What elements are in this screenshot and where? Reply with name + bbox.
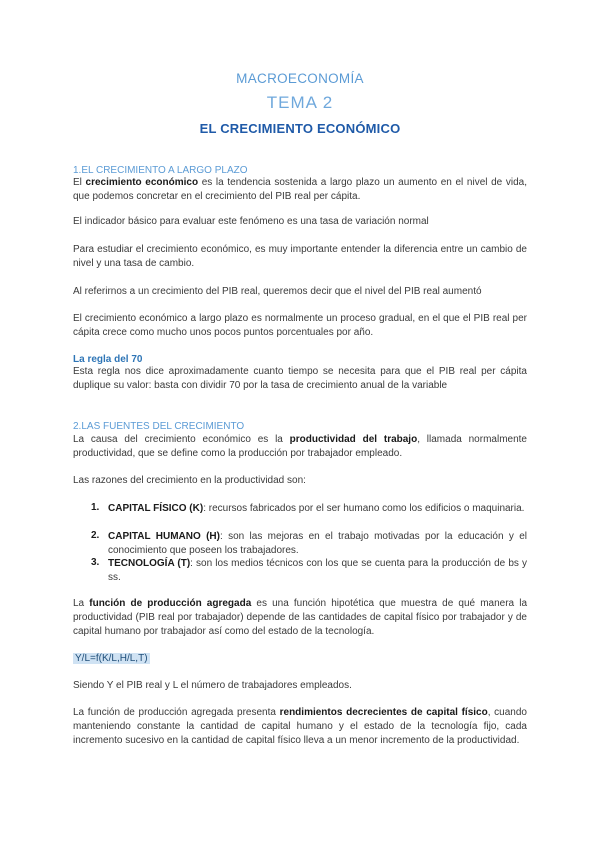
text-span: es la tendencia sostenida a largo plazo un aumento en el nivel de vida, que podemos concretar en el crecimiento del PIB real per cápita. bbox=[73, 177, 527, 202]
bold-term: crecimiento económico bbox=[85, 177, 199, 188]
list-term: CAPITAL FÍSICO (K) bbox=[108, 503, 204, 514]
s2-paragraph-5 bbox=[73, 706, 527, 748]
list-text: : recursos fabricados por el ser humano como los edificios o maquinaria. bbox=[203, 503, 525, 514]
section-2-heading: 2.LAS FUENTES DEL CRECIMIENTO bbox=[73, 421, 245, 432]
s2-paragraph-4: Siendo Y el PIB real y L el número de trabajadores empleados. bbox=[73, 680, 352, 691]
s1-paragraph-5: El crecimiento económico a largo plazo es normalmente un proceso gradual, en el que el PIB real per cápita crece como mucho unos pocos puntos porcentuales por año. bbox=[73, 313, 527, 338]
s2-paragraph-2: Las razones del crecimiento en la productividad son: bbox=[73, 475, 306, 486]
s1-paragraph-2: El indicador básico para evaluar este fenómeno es una tasa de variación normal bbox=[73, 216, 429, 227]
list-number: 3. bbox=[91, 557, 100, 568]
text-span: La función de producción agregada presenta bbox=[73, 707, 280, 718]
list-term: TECNOLOGÍA (T) bbox=[108, 558, 191, 569]
section-1-heading: 1.EL CRECIMIENTO A LARGO PLAZO bbox=[73, 165, 248, 176]
list-item bbox=[108, 557, 527, 585]
s1-paragraph-4: Al referirnos a un crecimiento del PIB real, queremos decir que el nivel del PIB real aumentó bbox=[73, 286, 482, 297]
list-term: CAPITAL HUMANO (H) bbox=[108, 531, 220, 542]
bold-term: productividad del trabajo bbox=[289, 434, 418, 445]
list-number: 1. bbox=[91, 502, 100, 513]
bold-term: función de producción agregada bbox=[89, 598, 252, 609]
text-span: La bbox=[73, 598, 90, 609]
tema-title: TEMA 2 bbox=[266, 93, 334, 112]
text-span: La causa del crecimiento económico es la bbox=[73, 434, 290, 445]
text-span: , cuando manteniendo constante la cantidad de capital humano y el estado de la tecnología fijo, cada incremento sucesivo en la cantidad de capital físico lleva a un menor incremento de la productividad. bbox=[73, 707, 527, 746]
list-number: 2. bbox=[91, 530, 100, 541]
text-span: El bbox=[73, 177, 86, 188]
s1-paragraph-3: Para estudiar el crecimiento económico, es muy importante entender la diferencia entre un cambio de nivel y una tasa de cambio. bbox=[73, 244, 527, 269]
list-item bbox=[108, 530, 527, 558]
list-text: : son las mejoras en el trabajo motivadas por la educación y el conocimiento que poseen los trabajadores. bbox=[108, 531, 527, 556]
list-text: : son los medios técnicos con los que se cuenta para la producción de bs y ss. bbox=[108, 558, 527, 583]
subject-title: MACROECONOMÍA bbox=[236, 71, 364, 86]
rule-70-heading: La regla del 70 bbox=[73, 354, 143, 365]
bold-term: rendimientos decrecientes de capital físico bbox=[279, 707, 488, 718]
s1-paragraph-1 bbox=[73, 176, 527, 204]
list-item bbox=[108, 502, 527, 516]
production-formula: Y/L=f(K/L,H/L,T) bbox=[75, 653, 148, 664]
text-span: es una función hipotética que muestra de qué manera la productividad (PIB real por trabajador) depende de las cantidades de capital físico por trabajador y de capital humano por trabajador así como del estado de la tecnología. bbox=[73, 598, 528, 637]
s2-paragraph-1 bbox=[73, 433, 527, 461]
s2-paragraph-3 bbox=[73, 597, 527, 639]
text-span: , llamada normalmente productividad, que se define como la producción por trabajador empleado. bbox=[73, 434, 527, 459]
s1-paragraph-6: Esta regla nos dice aproximadamente cuanto tiempo se necesita para que el PIB real per cápita duplique su valor: basta con dividir 70 por la tasa de crecimiento anual de la variable bbox=[73, 366, 527, 391]
formula-line bbox=[73, 652, 527, 666]
chapter-title: EL CRECIMIENTO ECONÓMICO bbox=[199, 121, 401, 136]
